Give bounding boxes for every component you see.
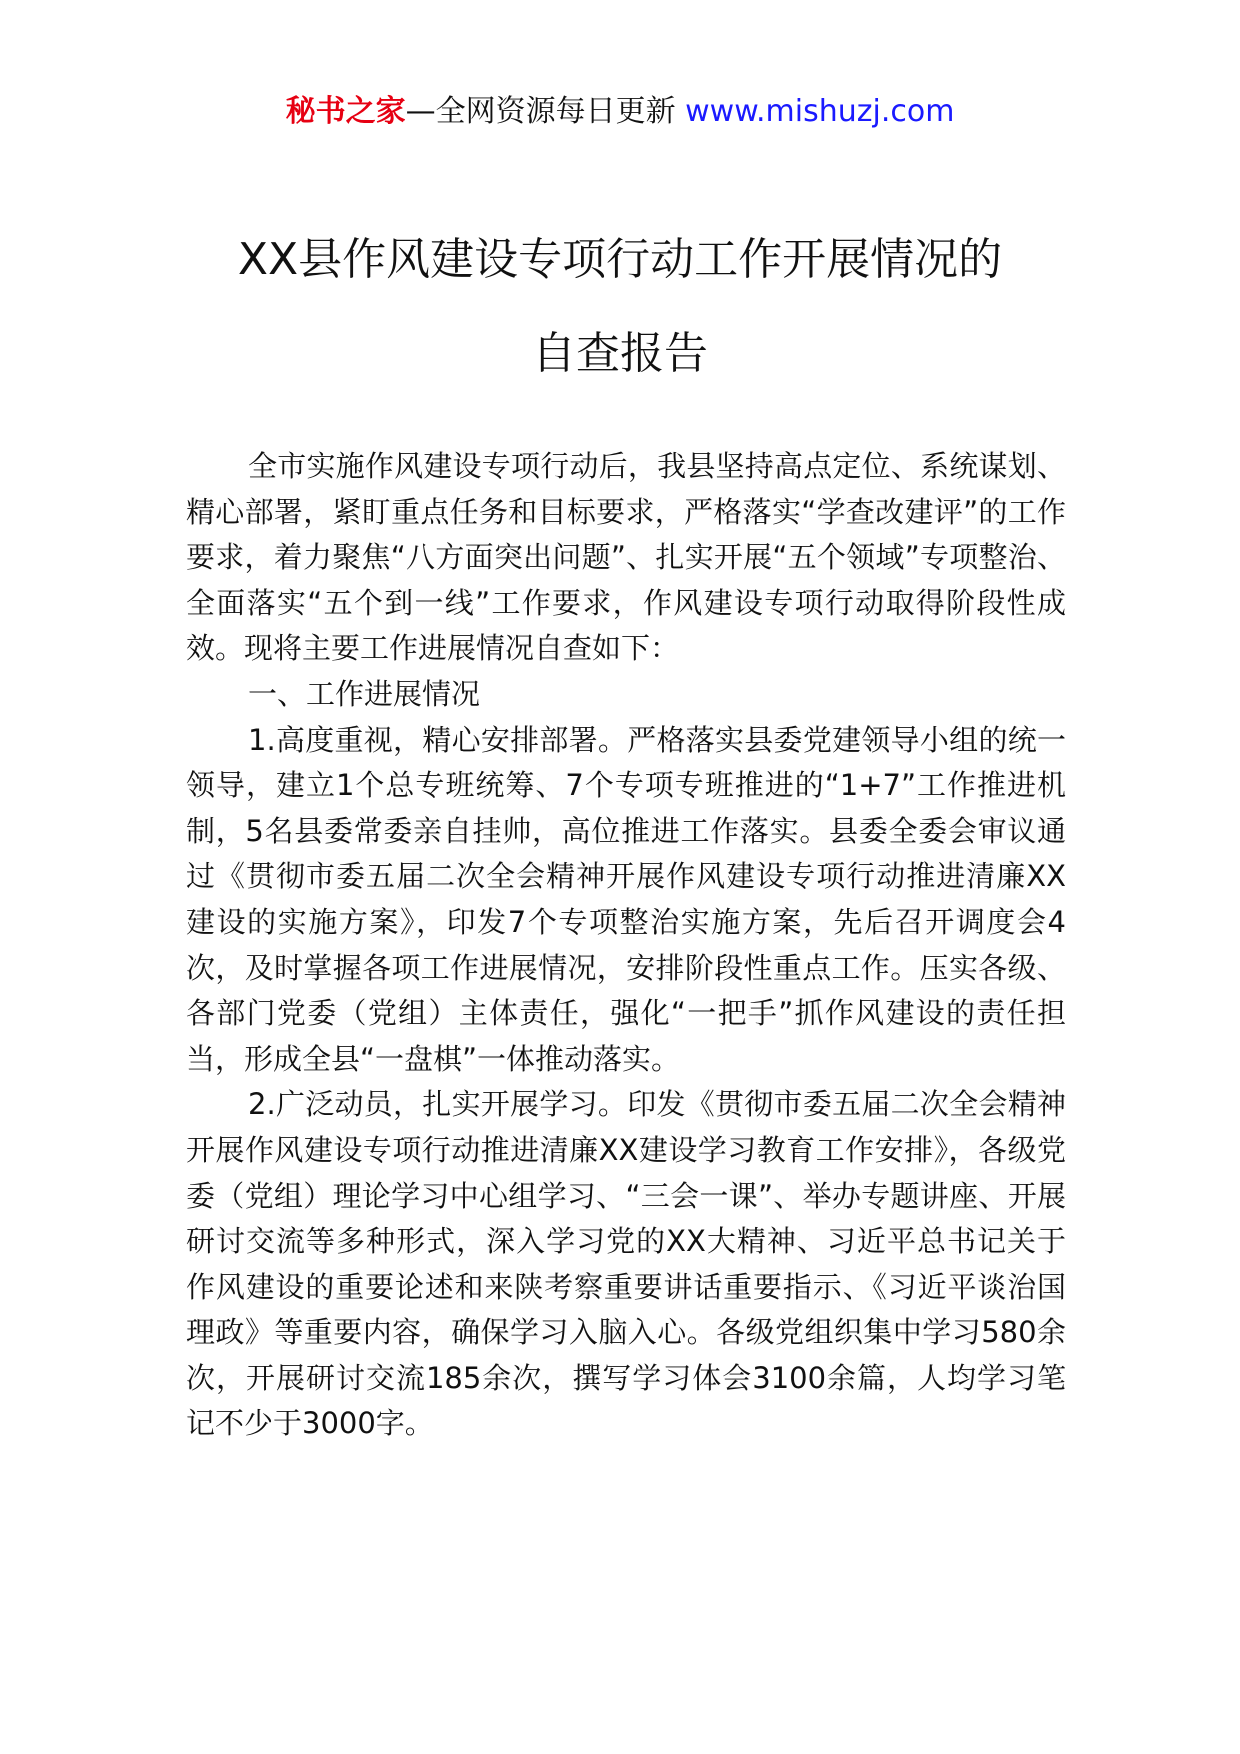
intro-paragraph: 全市实施作风建设专项行动后，我县坚持高点定位、系统谋划、精心部署，紧盯重点任务和目标要求，严格落实“学查改建评”的工作要求，着力聚焦“八方面突出问题”、扎实开展“五个领域”专项整治、全面落实“五个到一线”工作要求，作风建设专项行动取得阶段性成效。现将主要工作进展情况自查如下： xyxy=(186,449,1066,666)
document-body xyxy=(186,444,1066,1447)
document-title-line-1: XX县作风建设专项行动工作开展情况的 xyxy=(237,234,1003,285)
section-heading: 一、工作进展情况 xyxy=(248,676,481,711)
site-brand: 秘书之家 xyxy=(285,94,406,129)
site-slogan: —全网资源每日更新 xyxy=(405,94,676,129)
body-paragraph: 2.广泛动员，扎实开展学习。印发《贯彻市委五届二次全会精神开展作风建设专项行动推进清廉XX建设学习教育工作安排》，各级党委（党组）理论学习中心组学习、“三会一课”、举办专题讲座、开展研讨交流等多种形式，深入学习党的XX大精神、习近平总书记关于作风建设的重要论述和来陕考察重要讲话重要指示、《习近平谈治国理政》等重要内容，确保学习入脑入心。各级党组织集中学习580余次，开展研讨交流185余次，撰写学习体会3100余篇，人均学习笔记不少于3000字。 xyxy=(186,1087,1066,1441)
site-header xyxy=(0,92,1240,132)
body-paragraph: 1.高度重视，精心安排部署。严格落实县委党建领导小组的统一领导，建立1个总专班统筹、7个专项专班推进的“1+7”工作推进机制，5名县委常委亲自挂帅，高位推进工作落实。县委全委会审议通过《贯彻市委五届二次全会精神开展作风建设专项行动推进清廉XX建设的实施方案》，印发7个专项整治实施方案，先后召开调度会4次，及时掌握各项工作进展情况，安排阶段性重点工作。压实各级、各部门党委（党组）主体责任，强化“一把手”抓作风建设的责任担当，形成全县“一盘棋”一体推动落实。 xyxy=(186,722,1066,1076)
document-title-line-2: 自查报告 xyxy=(532,328,708,379)
site-url-link[interactable]: www.mishuzj.com xyxy=(685,94,955,129)
